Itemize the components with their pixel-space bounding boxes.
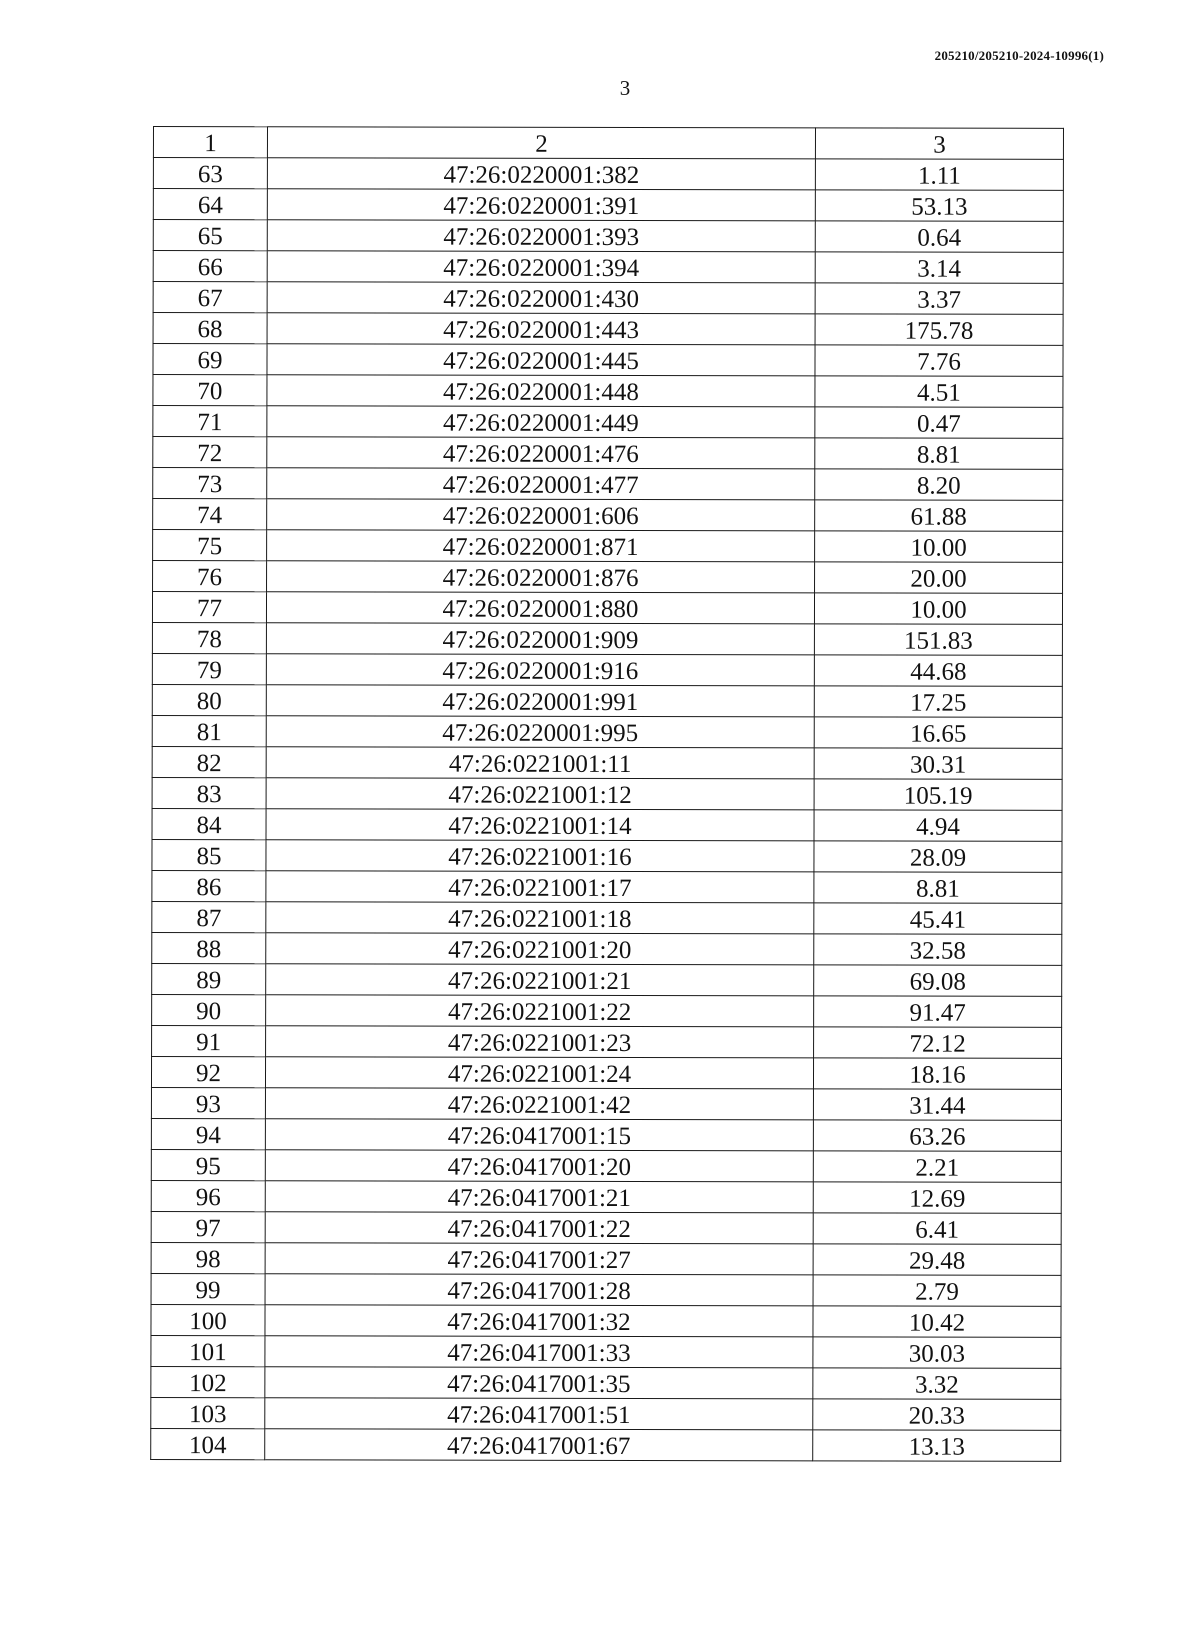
table-row xyxy=(153,251,1063,284)
area-value-cell: 0.64 xyxy=(815,221,1063,253)
table-row xyxy=(152,932,1062,965)
cadastral-number-cell: 47:26:0220001:382 xyxy=(267,158,815,190)
area-value-cell: 31.44 xyxy=(813,1089,1061,1121)
cadastral-number-cell: 47:26:0220001:430 xyxy=(267,282,815,314)
row-number-cell: 78 xyxy=(152,622,266,653)
table-row xyxy=(152,592,1062,625)
row-number-cell: 80 xyxy=(152,684,266,715)
table-row xyxy=(152,1025,1062,1058)
row-number-cell: 92 xyxy=(151,1056,265,1087)
cadastral-number-cell: 47:26:0221001:11 xyxy=(266,747,814,779)
table-row xyxy=(151,1242,1061,1275)
area-value-cell: 17.25 xyxy=(814,686,1062,718)
cadastral-number-cell: 47:26:0221001:22 xyxy=(266,995,814,1027)
cadastral-number-cell: 47:26:0220001:391 xyxy=(267,189,815,221)
table-row xyxy=(153,561,1063,594)
area-value-cell: 12.69 xyxy=(813,1182,1061,1214)
area-value-cell: 2.79 xyxy=(813,1275,1061,1307)
cadastral-number-cell: 47:26:0220001:991 xyxy=(266,685,814,717)
table-row xyxy=(151,1304,1061,1337)
area-value-cell: 13.13 xyxy=(813,1430,1061,1462)
row-number-cell: 71 xyxy=(153,406,267,437)
area-value-cell: 10.42 xyxy=(813,1306,1061,1338)
table-row xyxy=(152,994,1062,1027)
row-number-cell: 74 xyxy=(153,499,267,530)
row-number-cell: 65 xyxy=(153,220,267,251)
area-value-cell: 72.12 xyxy=(814,1027,1062,1059)
cadastral-number-cell: 47:26:0220001:880 xyxy=(266,592,814,624)
cadastral-number-cell: 47:26:0221001:16 xyxy=(266,840,814,872)
cadastral-number-cell: 47:26:0417001:51 xyxy=(265,1398,813,1430)
table-row xyxy=(151,1335,1061,1368)
table-row xyxy=(153,158,1063,191)
cadastral-number-cell: 47:26:0417001:67 xyxy=(265,1429,813,1461)
row-number-cell: 87 xyxy=(152,901,266,932)
area-value-cell: 10.00 xyxy=(814,593,1062,625)
area-value-cell: 44.68 xyxy=(814,655,1062,687)
area-value-cell: 7.76 xyxy=(815,345,1063,377)
area-value-cell: 3.32 xyxy=(813,1368,1061,1400)
cadastral-number-cell: 47:26:0221001:20 xyxy=(266,933,814,965)
row-number-cell: 91 xyxy=(152,1025,266,1056)
cadastral-number-cell: 47:26:0417001:27 xyxy=(265,1243,813,1275)
cadastral-number-cell: 47:26:0220001:443 xyxy=(267,313,815,345)
cadastral-number-cell: 47:26:0221001:12 xyxy=(266,778,814,810)
table-row xyxy=(151,1428,1061,1461)
table-row xyxy=(151,1397,1061,1430)
table-body xyxy=(151,158,1064,1462)
area-value-cell: 30.31 xyxy=(814,748,1062,780)
page-number: 3 xyxy=(619,76,631,100)
row-number-cell: 94 xyxy=(151,1118,265,1149)
area-value-cell: 61.88 xyxy=(815,500,1063,532)
row-number-cell: 83 xyxy=(152,777,266,808)
header-col-1: 1 xyxy=(153,127,267,158)
cadastral-number-cell: 47:26:0417001:20 xyxy=(265,1150,813,1182)
cadastral-number-cell: 47:26:0221001:18 xyxy=(266,902,814,934)
cadastral-number-cell: 47:26:0221001:14 xyxy=(266,809,814,841)
area-value-cell: 63.26 xyxy=(813,1120,1061,1152)
area-value-cell: 16.65 xyxy=(814,717,1062,749)
cadastral-number-cell: 47:26:0220001:393 xyxy=(267,220,815,252)
header-col-2: 2 xyxy=(267,127,815,159)
area-value-cell: 69.08 xyxy=(814,965,1062,997)
area-value-cell: 10.00 xyxy=(815,531,1063,563)
row-number-cell: 70 xyxy=(153,375,267,406)
cadastral-number-cell: 47:26:0417001:32 xyxy=(265,1305,813,1337)
cadastral-number-cell: 47:26:0417001:22 xyxy=(265,1212,813,1244)
area-value-cell: 151.83 xyxy=(814,624,1062,656)
table-row xyxy=(152,963,1062,996)
area-value-cell: 20.33 xyxy=(813,1399,1061,1431)
table-row xyxy=(153,375,1063,408)
row-number-cell: 95 xyxy=(151,1149,265,1180)
area-value-cell: 1.11 xyxy=(815,159,1063,191)
table-row xyxy=(153,220,1063,253)
cadastral-number-cell: 47:26:0220001:916 xyxy=(266,654,814,686)
cadastral-number-cell: 47:26:0220001:394 xyxy=(267,251,815,283)
row-number-cell: 72 xyxy=(153,437,267,468)
table-row xyxy=(152,653,1062,686)
table-row xyxy=(153,437,1063,470)
area-value-cell: 29.48 xyxy=(813,1244,1061,1276)
table-row xyxy=(151,1087,1061,1120)
table-row xyxy=(151,1149,1061,1182)
row-number-cell: 97 xyxy=(151,1211,265,1242)
document-reference-number: 205210/205210-2024-10996(1) xyxy=(934,48,1104,63)
row-number-cell: 76 xyxy=(153,561,267,592)
row-number-cell: 88 xyxy=(152,932,266,963)
cadastral-number-cell: 47:26:0220001:449 xyxy=(267,406,815,438)
table-row xyxy=(152,777,1062,810)
cadastral-number-cell: 47:26:0221001:21 xyxy=(266,964,814,996)
cadastral-number-cell: 47:26:0220001:477 xyxy=(267,468,815,500)
area-value-cell: 4.94 xyxy=(814,810,1062,842)
table-row xyxy=(153,344,1063,377)
row-number-cell: 82 xyxy=(152,746,266,777)
table-row xyxy=(153,406,1063,439)
table-row xyxy=(152,715,1062,748)
cadastral-number-cell: 47:26:0221001:23 xyxy=(266,1026,814,1058)
table-row xyxy=(153,282,1063,315)
cadastral-number-cell: 47:26:0221001:42 xyxy=(265,1088,813,1120)
table-row xyxy=(152,870,1062,903)
row-number-cell: 77 xyxy=(152,592,266,623)
area-value-cell: 2.21 xyxy=(813,1151,1061,1183)
row-number-cell: 63 xyxy=(153,158,267,189)
cadastral-number-cell: 47:26:0220001:606 xyxy=(267,499,815,531)
row-number-cell: 93 xyxy=(151,1087,265,1118)
area-value-cell: 28.09 xyxy=(814,841,1062,873)
row-number-cell: 102 xyxy=(151,1366,265,1397)
table-row xyxy=(152,622,1062,655)
area-value-cell: 8.81 xyxy=(815,438,1063,470)
area-value-cell: 18.16 xyxy=(813,1058,1061,1090)
area-value-cell: 105.19 xyxy=(814,779,1062,811)
cadastral-number-cell: 47:26:0417001:28 xyxy=(265,1274,813,1306)
row-number-cell: 101 xyxy=(151,1335,265,1366)
cadastral-number-cell: 47:26:0417001:15 xyxy=(265,1119,813,1151)
row-number-cell: 89 xyxy=(152,963,266,994)
cadastral-number-cell: 47:26:0220001:876 xyxy=(267,561,815,593)
area-value-cell: 30.03 xyxy=(813,1337,1061,1369)
table-row xyxy=(151,1211,1061,1244)
cadastral-number-cell: 47:26:0220001:909 xyxy=(266,623,814,655)
table-row xyxy=(152,839,1062,872)
row-number-cell: 99 xyxy=(151,1273,265,1304)
table-row xyxy=(151,1273,1061,1306)
row-number-cell: 104 xyxy=(151,1428,265,1459)
table-row xyxy=(152,746,1062,779)
cadastral-number-cell: 47:26:0220001:445 xyxy=(267,344,815,376)
area-value-cell: 91.47 xyxy=(814,996,1062,1028)
cadastral-number-cell: 47:26:0417001:35 xyxy=(265,1367,813,1399)
table-row xyxy=(152,808,1062,841)
cadastral-table xyxy=(150,126,1064,1462)
cadastral-number-cell: 47:26:0220001:448 xyxy=(267,375,815,407)
row-number-cell: 64 xyxy=(153,189,267,220)
area-value-cell: 8.20 xyxy=(815,469,1063,501)
area-value-cell: 175.78 xyxy=(815,314,1063,346)
header-col-3: 3 xyxy=(815,128,1063,160)
row-number-cell: 86 xyxy=(152,870,266,901)
row-number-cell: 73 xyxy=(153,468,267,499)
area-value-cell: 45.41 xyxy=(814,903,1062,935)
row-number-cell: 79 xyxy=(152,653,266,684)
area-value-cell: 32.58 xyxy=(814,934,1062,966)
table-row xyxy=(153,189,1063,222)
row-number-cell: 90 xyxy=(152,994,266,1025)
area-value-cell: 53.13 xyxy=(815,190,1063,222)
area-value-cell: 8.81 xyxy=(814,872,1062,904)
table-row xyxy=(151,1118,1061,1151)
cadastral-number-cell: 47:26:0220001:871 xyxy=(267,530,815,562)
table-header-row xyxy=(153,127,1063,160)
area-value-cell: 20.00 xyxy=(815,562,1063,594)
area-value-cell: 3.37 xyxy=(815,283,1063,315)
table-row xyxy=(151,1366,1061,1399)
row-number-cell: 100 xyxy=(151,1304,265,1335)
area-value-cell: 0.47 xyxy=(815,407,1063,439)
table-row xyxy=(151,1056,1061,1089)
cadastral-number-cell: 47:26:0220001:476 xyxy=(267,437,815,469)
row-number-cell: 66 xyxy=(153,251,267,282)
table-row xyxy=(153,468,1063,501)
row-number-cell: 81 xyxy=(152,715,266,746)
table-row xyxy=(153,530,1063,563)
area-value-cell: 6.41 xyxy=(813,1213,1061,1245)
table-row xyxy=(152,901,1062,934)
cadastral-number-cell: 47:26:0221001:24 xyxy=(265,1057,813,1089)
table-row xyxy=(151,1180,1061,1213)
row-number-cell: 68 xyxy=(153,313,267,344)
cadastral-number-cell: 47:26:0220001:995 xyxy=(266,716,814,748)
row-number-cell: 103 xyxy=(151,1397,265,1428)
row-number-cell: 67 xyxy=(153,282,267,313)
table-row xyxy=(152,684,1062,717)
row-number-cell: 98 xyxy=(151,1242,265,1273)
row-number-cell: 84 xyxy=(152,808,266,839)
row-number-cell: 96 xyxy=(151,1180,265,1211)
area-value-cell: 3.14 xyxy=(815,252,1063,284)
row-number-cell: 75 xyxy=(153,530,267,561)
cadastral-number-cell: 47:26:0417001:21 xyxy=(265,1181,813,1213)
row-number-cell: 69 xyxy=(153,344,267,375)
row-number-cell: 85 xyxy=(152,839,266,870)
cadastral-number-cell: 47:26:0221001:17 xyxy=(266,871,814,903)
table-row xyxy=(153,313,1063,346)
table-row xyxy=(153,499,1063,532)
area-value-cell: 4.51 xyxy=(815,376,1063,408)
cadastral-number-cell: 47:26:0417001:33 xyxy=(265,1336,813,1368)
